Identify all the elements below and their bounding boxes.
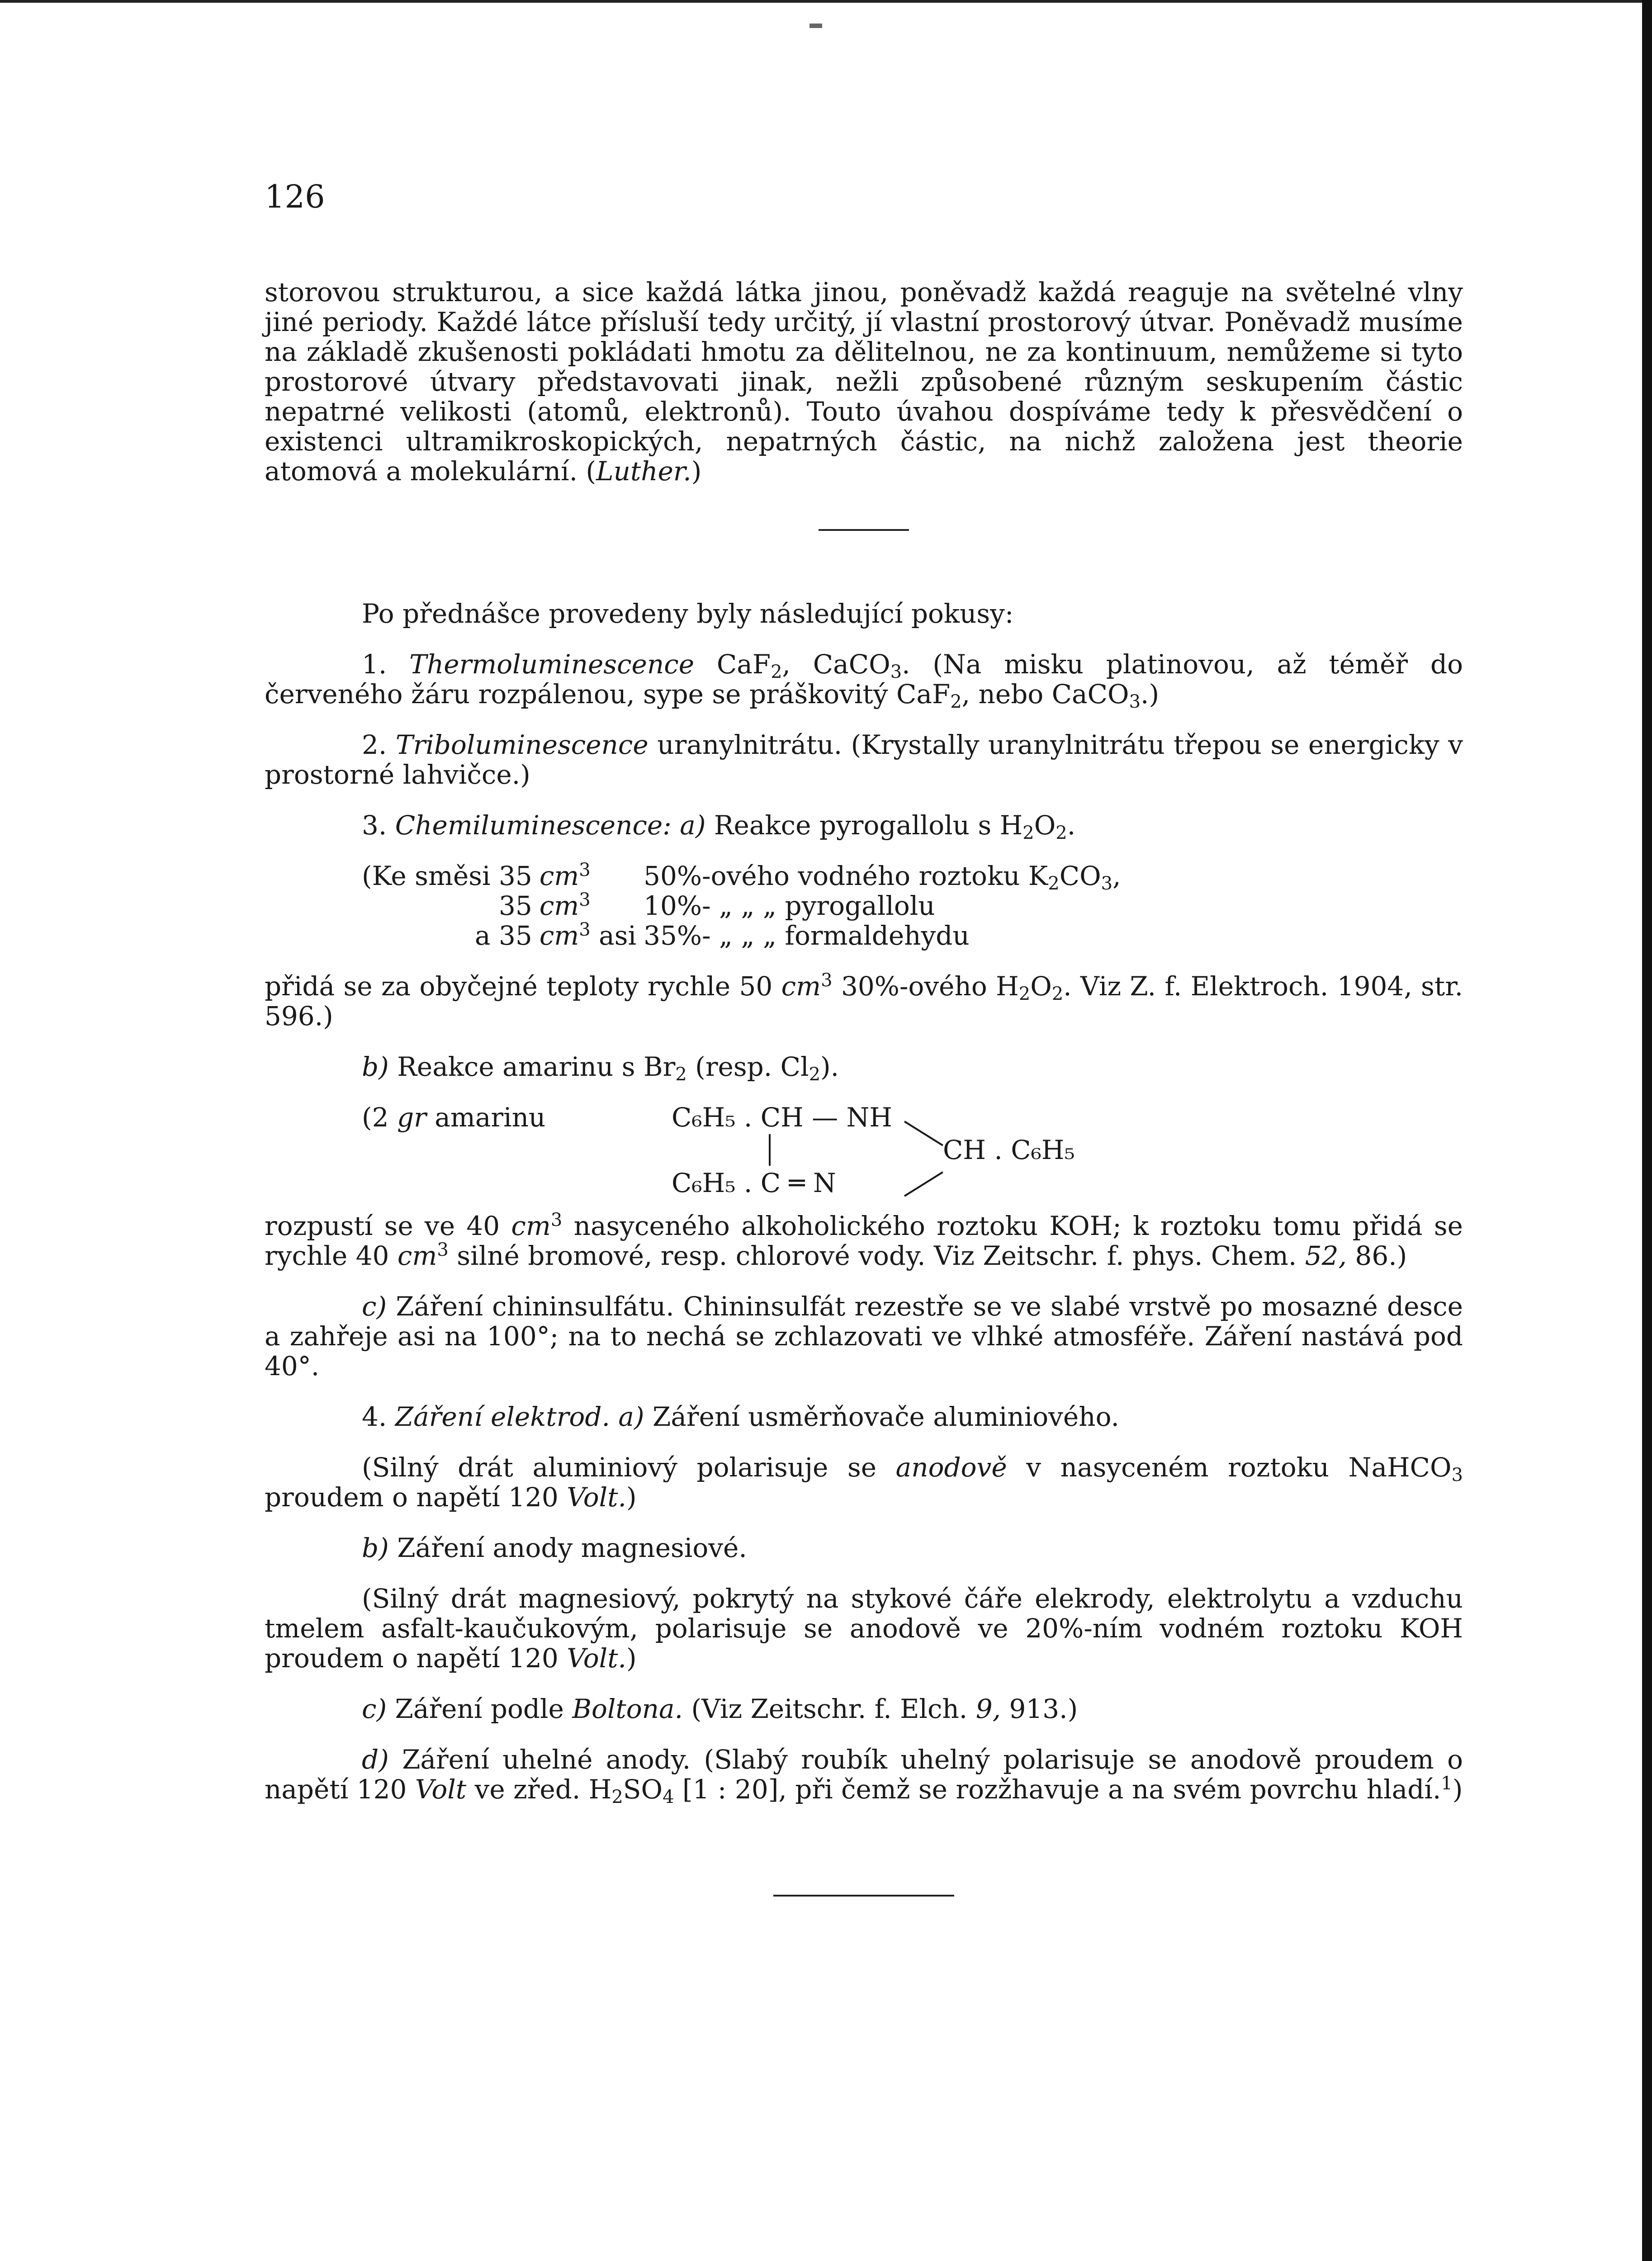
end-divider	[773, 1895, 954, 1897]
scan-speck	[809, 24, 822, 28]
formula-note: rozpustí se ve 40 $cm^3$ nasyceného alkoholického roztoku KOH; k roztoku tomu přidá se rychle 40 $cm^3$ silné bromové, resp. chlorové vody. Viz Zeitschr. f. phys. Chem. 52, 86.)	[265, 1210, 1463, 1271]
formula-label: (2 gr amarinu	[362, 1102, 546, 1133]
experiment-3b: b) Reakce amarinu s $Br_2$ (resp. $Cl_2$).	[362, 1051, 839, 1085]
author-luther: Luther.	[596, 456, 691, 487]
experiment-3: 3. Chemiluminescence: a) Reakce pyrogallolu s $H_2O_2$.	[362, 810, 1076, 843]
amarin-formula	[265, 1102, 1463, 1211]
formula-vertical-bond	[769, 1134, 771, 1166]
experiment-1: 1. Thermoluminescence CaF$_2$, CaCO$_3$. (Na misku platinovou, až téměř do červeného žáru rozpálenou, sype se práškovitý CaF$_2$, nebo CaCO$_3$.)	[265, 649, 1463, 712]
formula-top-line: C₆H₅ . CH — NH	[672, 1102, 892, 1133]
formula-bottom-line: C₆H₅ . C ═ N	[672, 1168, 836, 1198]
experiment-2: 2. Triboluminescence uranylnitrátu. (Krystally uranylnitrátu třepou se energicky v prostorné lahvičce.)	[265, 729, 1463, 790]
page-number: 126	[265, 178, 325, 215]
mixture-note: přidá se za obyčejné teploty rychle 50 $cm^3$ 30%-ového $H_2O_2$. Viz Z. f. Elektroch. 1904, str. 596.)	[265, 970, 1463, 1031]
experiment-4d: d) Záření uhelné anody. (Slabý roubík uhelný polarisuje se anodově proudem o napětí 120 Volt ve zřed. $H_2SO_4$ [1 : 20], při čemž se rozžhavuje a na svém povrchu hladí.$^1$)	[265, 1744, 1463, 1807]
experiment-4a-detail: (Silný drát aluminiový polarisuje se anodově v nasyceném roztoku NaHCO$_3$ proudem o napětí 120 Volt.)	[265, 1452, 1463, 1513]
mixture-row: (Ke směsi 35 $cm^3$ 50%-ového vodného roztoku $K_2CO_3$,	[362, 860, 1121, 894]
experiment-4c: c) Záření podle Boltona. (Viz Zeitschr. f. Elch. 9, 913.)	[362, 1693, 1078, 1724]
formula-right-group: CH . C₆H₅	[943, 1135, 1075, 1165]
experiment-3c: c) Záření chininsulfátu. Chininsulfát rezestře se ve slabé vrstvě po mosazné desce a zahřeje asi na 100°; na to nechá se zchlazovati ve vlhké atmosféře. Záření nastává pod 40°.	[265, 1291, 1463, 1381]
experiment-4: 4. Záření elektrod. a) Záření usměrňovače aluminiového.	[362, 1401, 1119, 1432]
formula-bond-upper	[904, 1121, 943, 1146]
section-divider	[819, 529, 909, 531]
experiments-heading: Po přednášce provedeny byly následující pokusy:	[362, 598, 1014, 629]
mixture-row: 35 $cm^3$ 10%- „ „ „ pyrogallolu	[499, 889, 935, 921]
intro-paragraph: storovou strukturou, a sice každá látka jinou, poněvadž každá reaguje na světelné vlny jiné periody. Každé látce přísluší tedy určitý, jí vlastní prostorový útvar. Poněvadž musíme na základě zkušenosti pokládati hmotu za dělitelnou, ne za kontinuum, nemůžeme si tyto prostorové útvary představovati jinak, nežli způsobené různým seskupením částic nepatrné velikosti (atomů, elektronů). Touto úvahou dospíváme tedy k přesvědčení o existenci ultramikroskopických, nepatrných částic, na nichž založena jest theorie atomová a molekulární. (Luther.)	[265, 277, 1463, 487]
mixture-table	[362, 861, 1463, 951]
experiment-4b: b) Záření anody magnesiové.	[362, 1533, 747, 1563]
page-content	[265, 179, 1463, 1897]
formula-bond-lower	[904, 1171, 943, 1197]
experiment-4b-detail: (Silný drát magnesiový, pokrytý na stykové čáře elekrody, elektrolytu a vzduchu tmelem asfalt-kaučukovým, polarisuje se anodově ve 20%-ním vodném roztoku KOH proudem o napětí 120 Volt.)	[265, 1583, 1463, 1674]
scan-edge-right	[1642, 0, 1652, 2261]
mixture-row: a 35 $cm^3$ asi 35%- „ „ „ formaldehydu	[474, 919, 970, 951]
structural-formula	[672, 1102, 1214, 1211]
footnote-ref: 1	[1441, 1773, 1453, 1794]
scan-edge-top	[0, 0, 1652, 3]
